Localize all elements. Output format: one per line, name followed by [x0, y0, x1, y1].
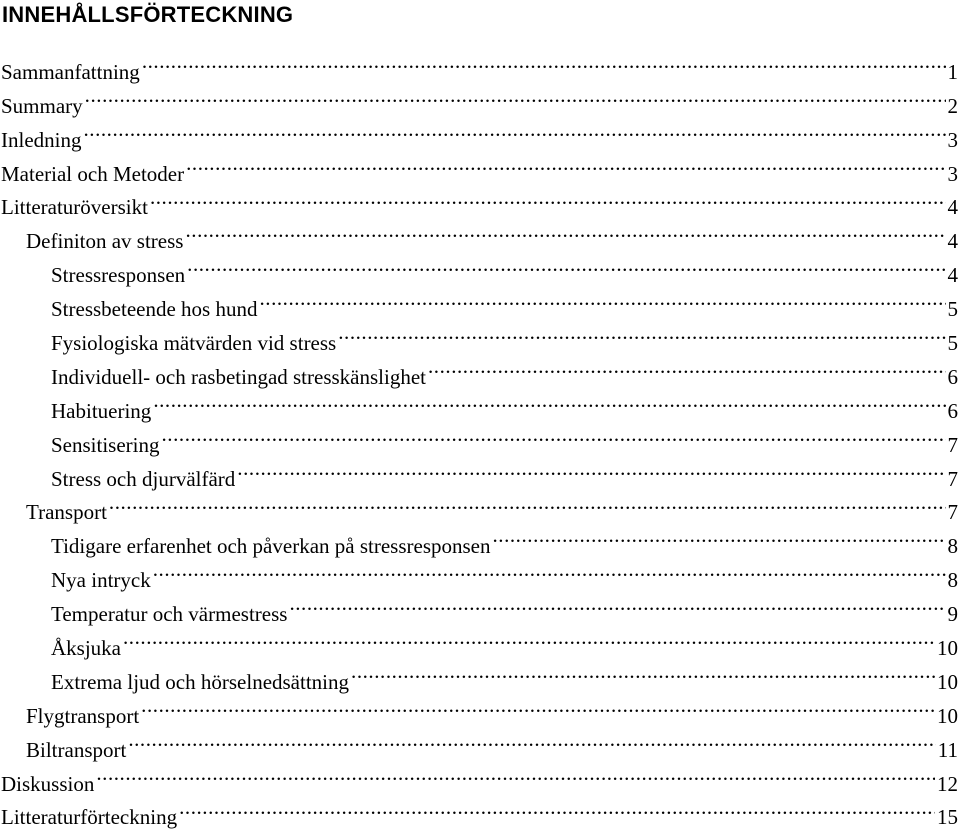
toc-entry-label: Sammanfattning	[1, 56, 140, 90]
toc-entry-page-number: 15	[937, 801, 960, 835]
toc-entry-page-number: 6	[948, 395, 960, 429]
toc-entry-label: Sensitisering	[51, 429, 160, 463]
toc-entry-page-number: 10	[937, 632, 960, 666]
toc-entry[interactable]	[0, 113, 960, 147]
toc-entry-label: Habituering	[51, 395, 151, 429]
toc-entry-page-number: 6	[948, 361, 960, 395]
dot-leader	[185, 214, 945, 248]
toc-entry-label: Flygtransport	[26, 700, 139, 734]
toc-entry-label: Litteraturöversikt	[1, 191, 148, 225]
dot-leader	[351, 655, 935, 689]
dot-leader	[179, 791, 935, 825]
toc-list	[0, 45, 960, 824]
toc-entry-label: Fysiologiska mätvärden vid stress	[51, 327, 336, 361]
toc-entry-page-number: 7	[948, 429, 960, 463]
toc-entry-label: Stress och djurvälfärd	[51, 463, 235, 497]
toc-entry-page-number: 5	[948, 327, 960, 361]
toc-entry-label: Åksjuka	[51, 632, 121, 666]
dot-leader	[83, 113, 945, 147]
toc-entry-page-number: 4	[948, 191, 960, 225]
toc-entry-label: Diskussion	[1, 768, 94, 802]
toc-title: INNEHÅLLSFÖRTECKNING	[2, 1, 293, 29]
dot-leader	[237, 452, 945, 486]
toc-entry-label: Inledning	[1, 124, 81, 158]
dot-leader	[289, 587, 945, 621]
toc-entry-page-number: 9	[948, 598, 960, 632]
dot-leader	[187, 248, 945, 282]
toc-entry-page-number: 8	[948, 530, 960, 564]
toc-entry-label: Tidigare erfarenhet och påverkan på stressresponsen	[51, 530, 490, 564]
toc-entry-label: Stressresponsen	[51, 259, 185, 293]
toc-entry[interactable]	[0, 45, 960, 79]
dot-leader	[162, 418, 946, 452]
toc-entry-label: Individuell- och rasbetingad stresskänslighet	[51, 361, 426, 395]
toc-entry-page-number: 8	[948, 564, 960, 598]
toc-entry-page-number: 5	[948, 293, 960, 327]
toc-entry-page-number: 4	[948, 225, 960, 259]
toc-entry[interactable]	[0, 79, 960, 113]
toc-entry-page-number: 2	[948, 90, 960, 124]
toc-entry[interactable]	[0, 757, 960, 791]
dot-leader	[109, 486, 946, 520]
toc-entry-label: Litteraturförteckning	[1, 801, 177, 835]
toc-entry-page-number: 1	[948, 56, 960, 90]
dot-leader	[150, 181, 946, 215]
dot-leader	[338, 316, 945, 350]
toc-entry[interactable]	[0, 655, 960, 689]
toc-entry-page-number: 10	[937, 700, 960, 734]
toc-entry-label: Biltransport	[26, 734, 126, 768]
toc-entry[interactable]	[0, 791, 960, 825]
toc-entry-label: Summary	[1, 90, 83, 124]
toc-entry-label: Stressbeteende hos hund	[51, 293, 257, 327]
dot-leader	[142, 45, 946, 79]
dot-leader	[123, 621, 935, 655]
toc-entry-page-number: 3	[948, 158, 960, 192]
dot-leader	[259, 282, 945, 316]
toc-entry-label: Definiton av stress	[26, 225, 183, 259]
dot-leader	[85, 79, 946, 113]
dot-leader	[96, 757, 935, 791]
toc-entry-label: Temperatur och värmestress	[51, 598, 287, 632]
toc-entry-label: Nya intryck	[51, 564, 151, 598]
dot-leader	[492, 519, 945, 553]
toc-entry[interactable]	[0, 486, 960, 520]
dot-leader	[186, 147, 945, 181]
toc-entry-page-number: 10	[937, 666, 960, 700]
toc-entry[interactable]	[0, 723, 960, 757]
toc-entry-page-number: 7	[948, 463, 960, 497]
toc-entry-label: Transport	[26, 496, 107, 530]
toc-entry-page-number: 7	[948, 496, 960, 530]
dot-leader	[153, 553, 946, 587]
toc-entry[interactable]	[0, 689, 960, 723]
toc-entry-page-number: 3	[948, 124, 960, 158]
toc-entry[interactable]	[0, 147, 960, 181]
dot-leader	[153, 384, 945, 418]
dot-leader	[128, 723, 935, 757]
toc-entry-page-number: 4	[948, 259, 960, 293]
dot-leader	[428, 350, 946, 384]
toc-entry[interactable]	[0, 621, 960, 655]
toc-entry-page-number: 12	[937, 768, 960, 802]
toc-entry-label: Extrema ljud och hörselnedsättning	[51, 666, 349, 700]
dot-leader	[141, 689, 935, 723]
toc-entry-label: Material och Metoder	[1, 158, 184, 192]
toc-entry[interactable]	[0, 519, 960, 553]
toc-entry-page-number: 11	[938, 734, 960, 768]
